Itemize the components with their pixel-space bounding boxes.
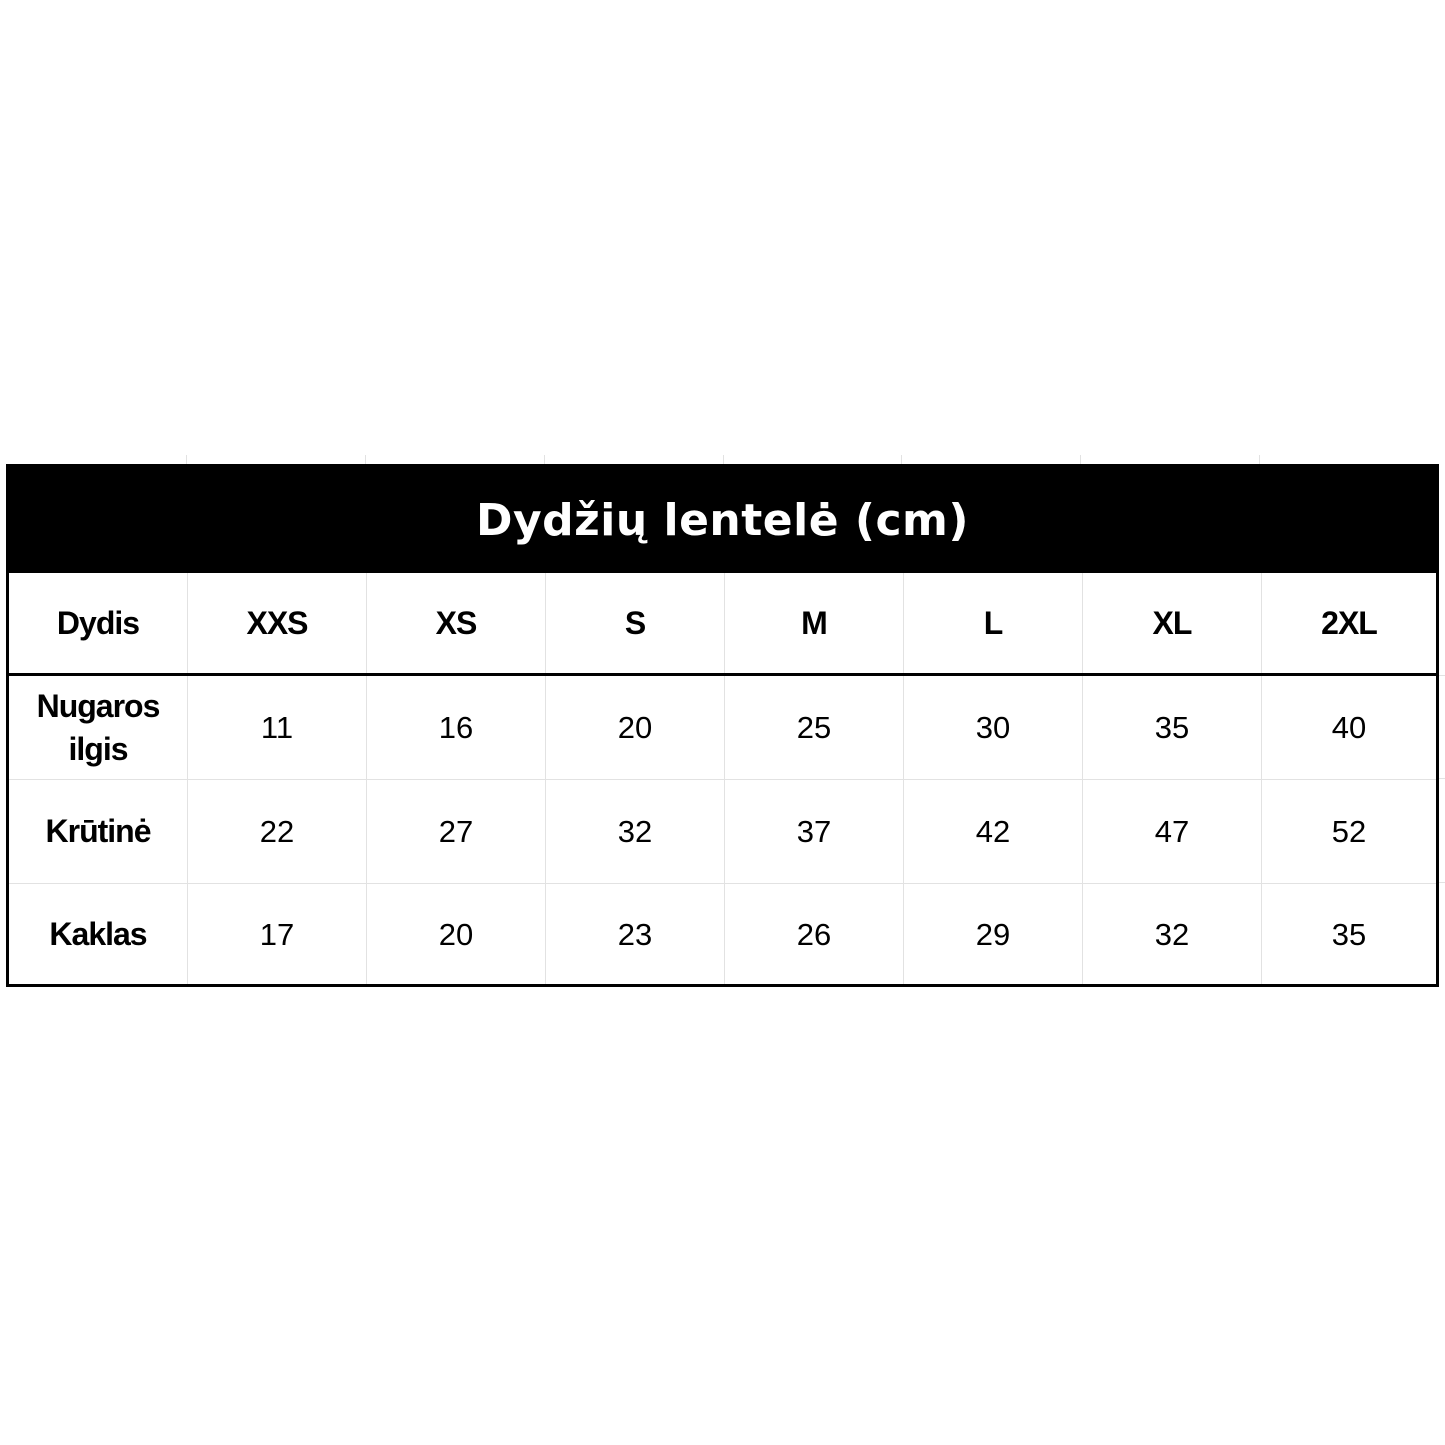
table-row-nugaros-ilgis xyxy=(9,676,1436,780)
size-chart-table xyxy=(6,464,1439,987)
table-cell: 26 xyxy=(725,884,904,984)
row-label: Kaklas xyxy=(9,884,188,984)
table-cell: 32 xyxy=(1083,884,1262,984)
table-cell: 32 xyxy=(546,780,725,883)
header-cell-size: L xyxy=(904,573,1083,673)
table-cell: 42 xyxy=(904,780,1083,883)
table-cell: 47 xyxy=(1083,780,1262,883)
table-cell: 22 xyxy=(188,780,367,883)
row-label-text: Nugaros ilgis xyxy=(36,687,160,767)
header-cell-size: XL xyxy=(1083,573,1262,673)
table-cell: 27 xyxy=(367,780,546,883)
table-cell: 35 xyxy=(1083,676,1262,779)
table-cell: 40 xyxy=(1331,710,1367,745)
table-row-kaklas xyxy=(9,884,1436,984)
table-cell: 23 xyxy=(546,884,725,984)
header-cell-size: 2XL xyxy=(1321,604,1377,641)
table-row-krutine xyxy=(9,780,1436,884)
table-cell: 20 xyxy=(367,884,546,984)
table-cell: 11 xyxy=(188,676,367,779)
header-cell-dydis: Dydis xyxy=(9,573,188,673)
header-cell-size: M xyxy=(725,573,904,673)
header-cell-size: S xyxy=(546,573,725,673)
header-row xyxy=(9,573,1436,676)
table-cell: 37 xyxy=(725,780,904,883)
table-cell: 20 xyxy=(546,676,725,779)
table-cell: 16 xyxy=(367,676,546,779)
header-cell-size: XXS xyxy=(188,573,367,673)
table-cell: 29 xyxy=(904,884,1083,984)
table-cell: 30 xyxy=(904,676,1083,779)
table-cell: 25 xyxy=(725,676,904,779)
header-cell-size: XS xyxy=(367,573,546,673)
table-cell: 52 xyxy=(1331,814,1367,849)
table-cell: 35 xyxy=(1331,916,1367,952)
table-cell: 17 xyxy=(188,884,367,984)
row-label: Krūtinė xyxy=(9,780,188,883)
table-title: Dydžių lentelė (cm) xyxy=(9,467,1436,573)
row-label xyxy=(9,676,188,779)
